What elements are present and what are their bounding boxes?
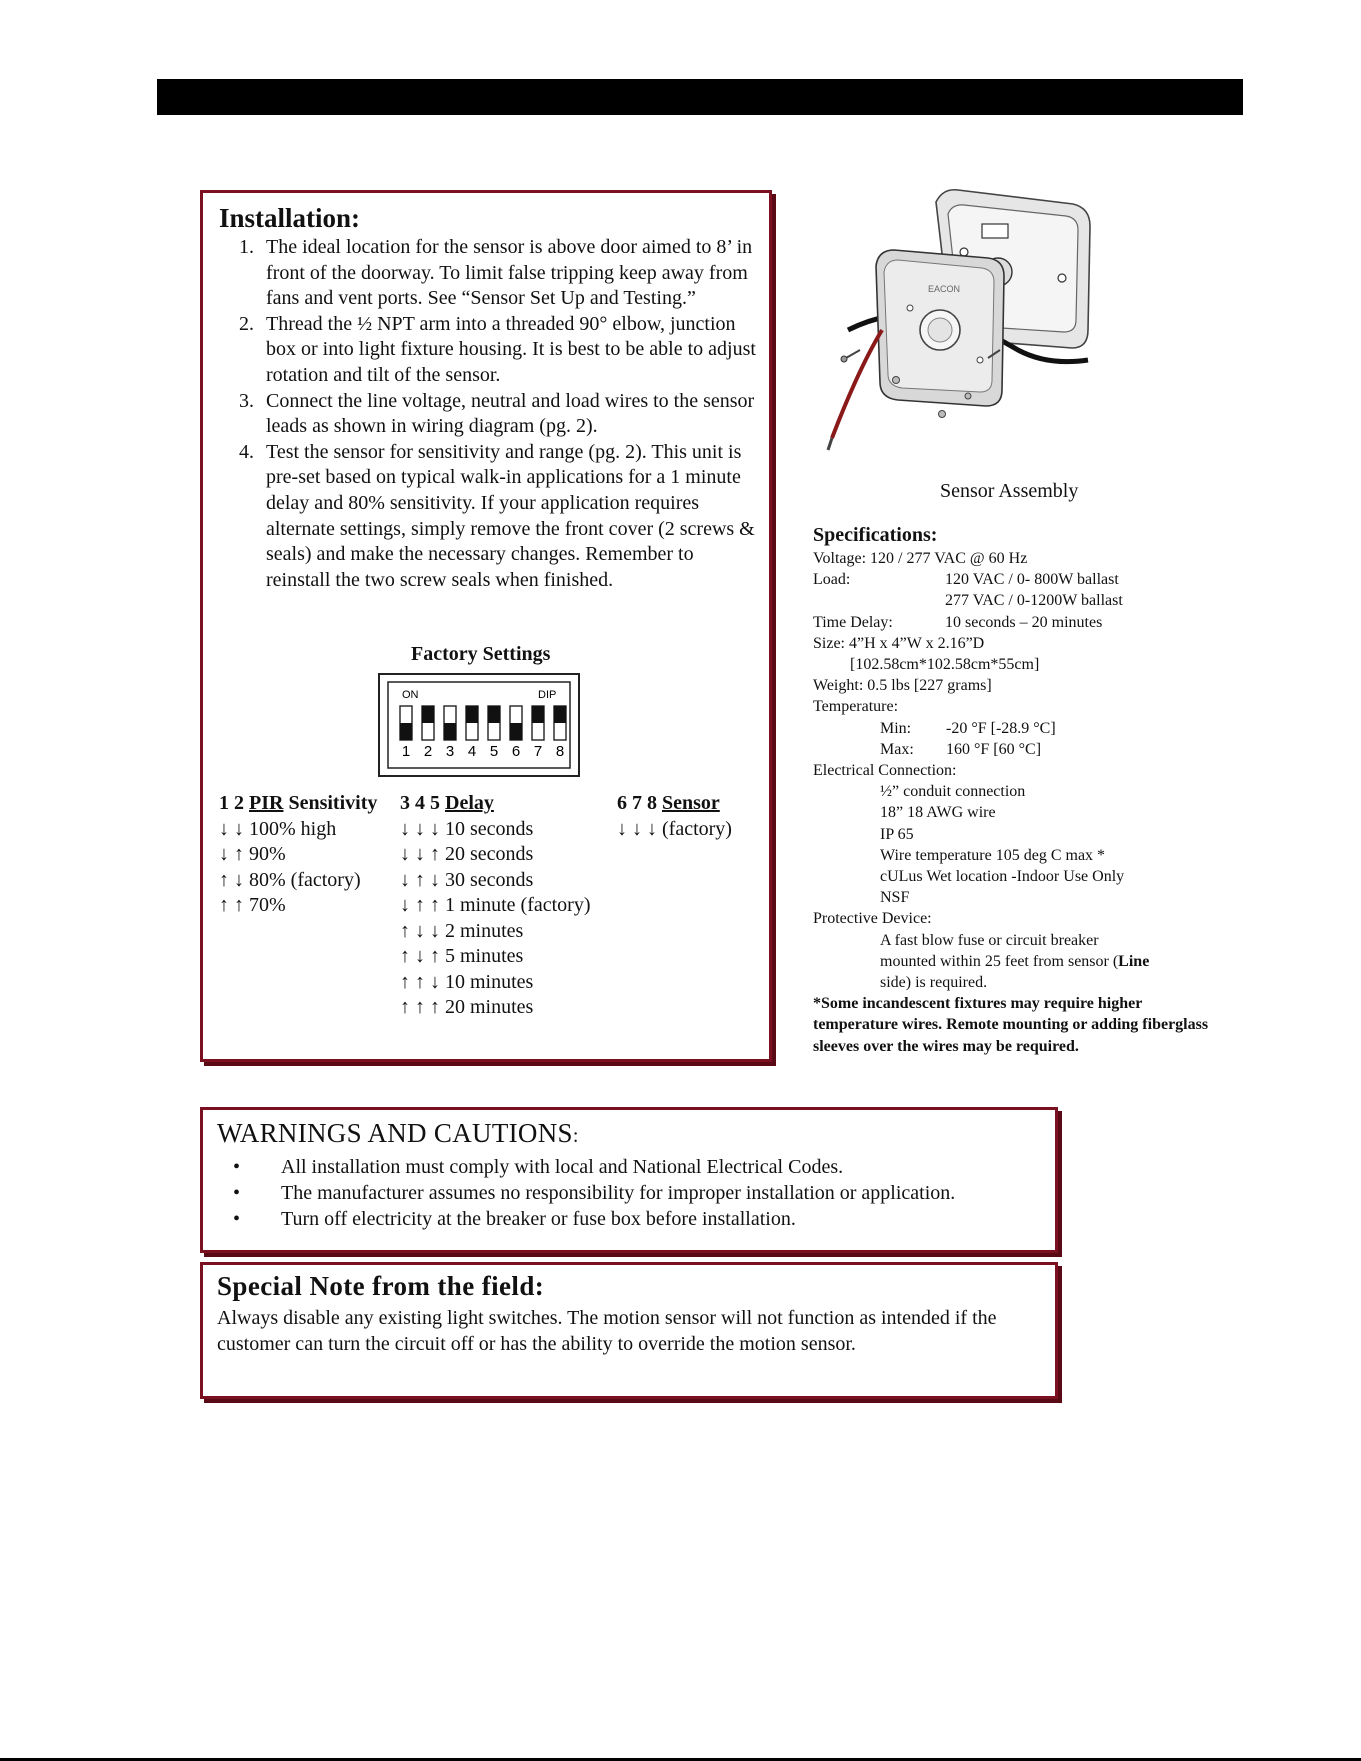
step-item bbox=[223, 389, 763, 440]
step-text: Test the sensor for sensitivity and range (pg. 2). This unit is pre-set based on typical walk-in applications for a 1 minute delay and 80% sensitivity. If your application requires alternate settings, simply remove the front cover (2 screws & seals) and make the necessary changes. Remember to reinstall the two screw seals when finished. bbox=[266, 440, 755, 591]
spec-prot-line bbox=[813, 951, 1213, 972]
sensitivity-row: ↑ ↓ 80% (factory) bbox=[219, 868, 361, 891]
seal-icon bbox=[893, 377, 900, 384]
dip-label: DIP bbox=[538, 689, 557, 701]
spec-elec-item: IP 65 bbox=[880, 825, 914, 843]
spec-elec-item: Wire temperature 105 deg C max * bbox=[880, 846, 1106, 864]
pir-sensitivity-header bbox=[219, 791, 377, 817]
bullet-icon: • bbox=[233, 1208, 241, 1230]
dip-switch-knob-6 bbox=[510, 723, 522, 740]
spec-prot-bold: Line bbox=[1118, 952, 1150, 970]
red-wire bbox=[832, 330, 882, 438]
warnings-heading-colon: : bbox=[572, 1125, 579, 1147]
dip-switch-knob-7 bbox=[532, 706, 544, 723]
sensitivity-row: ↑ ↑ 70% bbox=[219, 894, 286, 916]
warning-text: The manufacturer assumes no responsibility for improper installation or application. bbox=[281, 1182, 956, 1204]
factory-settings-title: Factory Settings bbox=[411, 643, 551, 665]
cover-screw-hole bbox=[907, 305, 913, 311]
dip-switch-number: 4 bbox=[467, 743, 477, 760]
spec-value: 160 °F [60 °C] bbox=[946, 740, 1042, 758]
spec-elec-item: ½” conduit connection bbox=[880, 783, 1026, 801]
cover-screw-hole bbox=[977, 357, 983, 363]
dip-switch-number: 8 bbox=[555, 743, 565, 760]
dip-switch-knob-5 bbox=[488, 706, 500, 723]
dip-switch-number: 1 bbox=[401, 743, 411, 760]
delay-row: ↑ ↑ ↓ 10 minutes bbox=[400, 970, 534, 993]
step-text: Thread the ½ NPT arm into a threaded 90° elbow, junction box or into light fixture housing. It is best to be able to adjust rotation and tilt of the sensor. bbox=[266, 312, 756, 386]
column-title-underlined: Sensor bbox=[662, 792, 720, 814]
spec-key: Min: bbox=[880, 719, 912, 737]
delay-row: ↓ ↓ ↓ 10 seconds bbox=[400, 817, 534, 840]
seal-icon bbox=[965, 393, 971, 399]
warning-text: All installation must comply with local and National Electrical Codes. bbox=[281, 1156, 844, 1178]
housing-screw-hole bbox=[1058, 274, 1066, 282]
delay-row: ↑ ↓ ↓ 2 minutes bbox=[400, 919, 524, 942]
spec-key-empty bbox=[813, 590, 817, 611]
installation-steps bbox=[223, 235, 763, 593]
spec-value: -20 °F [-28.9 °C] bbox=[946, 719, 1056, 737]
header-bar bbox=[157, 79, 1243, 115]
spec-value: 120 VAC / 0- 800W ballast bbox=[945, 571, 1119, 589]
pir-lens-inner bbox=[928, 318, 952, 342]
bullet-icon: • bbox=[233, 1156, 241, 1178]
delay-row: ↑ ↓ ↑ 5 minutes bbox=[400, 945, 524, 967]
spec-size-metric: [102.58cm*102.58cm*55cm] bbox=[850, 656, 1040, 674]
delay-row: ↓ ↑ ↑ 1 minute (factory) bbox=[400, 894, 591, 916]
dip-switch-number: 3 bbox=[445, 743, 455, 760]
warnings-heading-text: WARNINGS AND CAUTIONS bbox=[217, 1118, 573, 1148]
dip-switch-number: 5 bbox=[489, 743, 499, 760]
column-title-underlined: PIR bbox=[249, 792, 284, 814]
special-note-text: Always disable any existing light switches. The motion sensor will not function as intended if the customer can turn the circuit off or has the ability to override the motion sensor. bbox=[217, 1307, 997, 1355]
step-item bbox=[223, 440, 763, 594]
screw-icon bbox=[846, 350, 860, 358]
spec-prot-line: side) is required. bbox=[880, 974, 988, 992]
list-item bbox=[233, 1206, 955, 1232]
dip-on-label: ON bbox=[402, 689, 419, 701]
sensor-header bbox=[617, 791, 732, 817]
warnings-list bbox=[233, 1154, 955, 1232]
column-number: 6 7 8 bbox=[617, 792, 662, 814]
delay-column bbox=[400, 791, 591, 1021]
spec-temperature: Temperature: bbox=[813, 698, 899, 716]
sensitivity-row: ↓ ↓ 100% high bbox=[219, 817, 337, 840]
dip-switch-diagram bbox=[378, 673, 580, 777]
step-number: 1. bbox=[239, 236, 254, 258]
spec-size: Size: 4”H x 4”W x 2.16”D bbox=[813, 634, 985, 652]
spec-elec-item: 18” 18 AWG wire bbox=[880, 804, 996, 822]
step-number: 2. bbox=[239, 312, 254, 335]
sensor-row: ↓ ↓ ↓ (factory) bbox=[617, 817, 732, 840]
housing-screw-hole bbox=[960, 248, 968, 256]
bullet-icon: • bbox=[233, 1182, 241, 1204]
spec-key: Load: bbox=[813, 571, 851, 589]
step-number: 4. bbox=[239, 440, 254, 463]
step-number: 3. bbox=[239, 389, 254, 412]
delay-header bbox=[400, 791, 591, 817]
installation-box bbox=[200, 190, 772, 1062]
brand-logo: EACON bbox=[928, 284, 961, 294]
special-note-heading: Special Note from the field: bbox=[217, 1271, 545, 1301]
spec-key: Max: bbox=[880, 740, 914, 758]
delay-row: ↓ ↓ ↑ 20 seconds bbox=[400, 843, 534, 865]
column-number: 3 4 5 bbox=[400, 792, 445, 814]
dip-switch-knob-8 bbox=[554, 706, 566, 723]
installation-heading: Installation: bbox=[219, 203, 361, 233]
spec-temp-max bbox=[813, 739, 1213, 760]
spec-prot-line: A fast blow fuse or circuit breaker bbox=[880, 931, 1099, 949]
step-text: The ideal location for the sensor is above door aimed to 8’ in front of the doorway. To limit false tripping keep away from fans and vent ports. See “Sensor Set Up and Testing.” bbox=[266, 236, 753, 310]
warnings-box bbox=[200, 1107, 1058, 1253]
spec-protective: Protective Device: bbox=[813, 910, 932, 928]
spec-electrical: Electrical Connection: bbox=[813, 762, 957, 780]
spec-value: 10 seconds – 20 minutes bbox=[945, 613, 1103, 631]
special-note-box bbox=[200, 1262, 1058, 1399]
column-number: 1 2 bbox=[219, 792, 249, 814]
sensitivity-row: ↓ ↑ 90% bbox=[219, 843, 286, 865]
dip-switch-knob-3 bbox=[444, 723, 456, 740]
spec-value: 277 VAC / 0-1200W ballast bbox=[945, 592, 1123, 610]
spec-load bbox=[813, 569, 1213, 590]
column-title-underlined: Delay bbox=[445, 792, 494, 814]
spec-load-2 bbox=[813, 590, 1213, 611]
step-item bbox=[223, 235, 763, 312]
delay-row: ↓ ↑ ↓ 30 seconds bbox=[400, 868, 534, 891]
wire-end bbox=[828, 438, 832, 450]
spec-voltage: Voltage: 120 / 277 VAC @ 60 Hz bbox=[813, 550, 1028, 567]
list-item bbox=[233, 1154, 955, 1180]
dip-switch-number: 2 bbox=[423, 743, 433, 760]
sensor-assembly-image bbox=[818, 180, 1100, 476]
list-item bbox=[233, 1180, 955, 1206]
column-title-rest: Sensitivity bbox=[283, 792, 378, 814]
step-text: Connect the line voltage, neutral and load wires to the sensor leads as shown in wiring diagram (pg. 2). bbox=[266, 389, 755, 438]
dip-switch-knob-2 bbox=[422, 706, 434, 723]
spec-temp-min bbox=[813, 718, 1213, 739]
warning-text: Turn off electricity at the breaker or fuse box before installation. bbox=[281, 1208, 796, 1230]
housing-window bbox=[982, 224, 1008, 238]
dip-switch-knob-4 bbox=[466, 706, 478, 723]
spec-elec-item: cULus Wet location -Indoor Use Only bbox=[880, 868, 1125, 886]
dip-switch-number: 6 bbox=[511, 743, 521, 760]
specs-title: Specifications: bbox=[813, 524, 938, 546]
dip-switch-knob-1 bbox=[400, 723, 412, 740]
delay-row: ↑ ↑ ↑ 20 minutes bbox=[400, 996, 534, 1018]
spec-footnote: *Some incandescent fixtures may require higher temperature wires. Remote mounting or adding fiberglass sleeves over the wires may be required. bbox=[813, 995, 1209, 1055]
warnings-heading bbox=[217, 1118, 579, 1149]
spec-prot-text: mounted within 25 feet from sensor ( bbox=[880, 952, 1119, 970]
pir-sensitivity-column bbox=[219, 791, 377, 919]
figure-caption: Sensor Assembly bbox=[940, 480, 1079, 502]
specifications bbox=[813, 522, 1213, 1057]
sensor-column bbox=[617, 791, 732, 842]
step-item bbox=[223, 312, 763, 389]
spec-key: Time Delay: bbox=[813, 613, 893, 631]
spec-delay bbox=[813, 612, 1213, 633]
spec-elec-item: NSF bbox=[880, 889, 910, 907]
seal-icon bbox=[939, 411, 946, 418]
spec-weight: Weight: 0.5 lbs [227 grams] bbox=[813, 677, 992, 695]
screw-head bbox=[841, 356, 847, 362]
dip-switch-number: 7 bbox=[533, 743, 543, 760]
